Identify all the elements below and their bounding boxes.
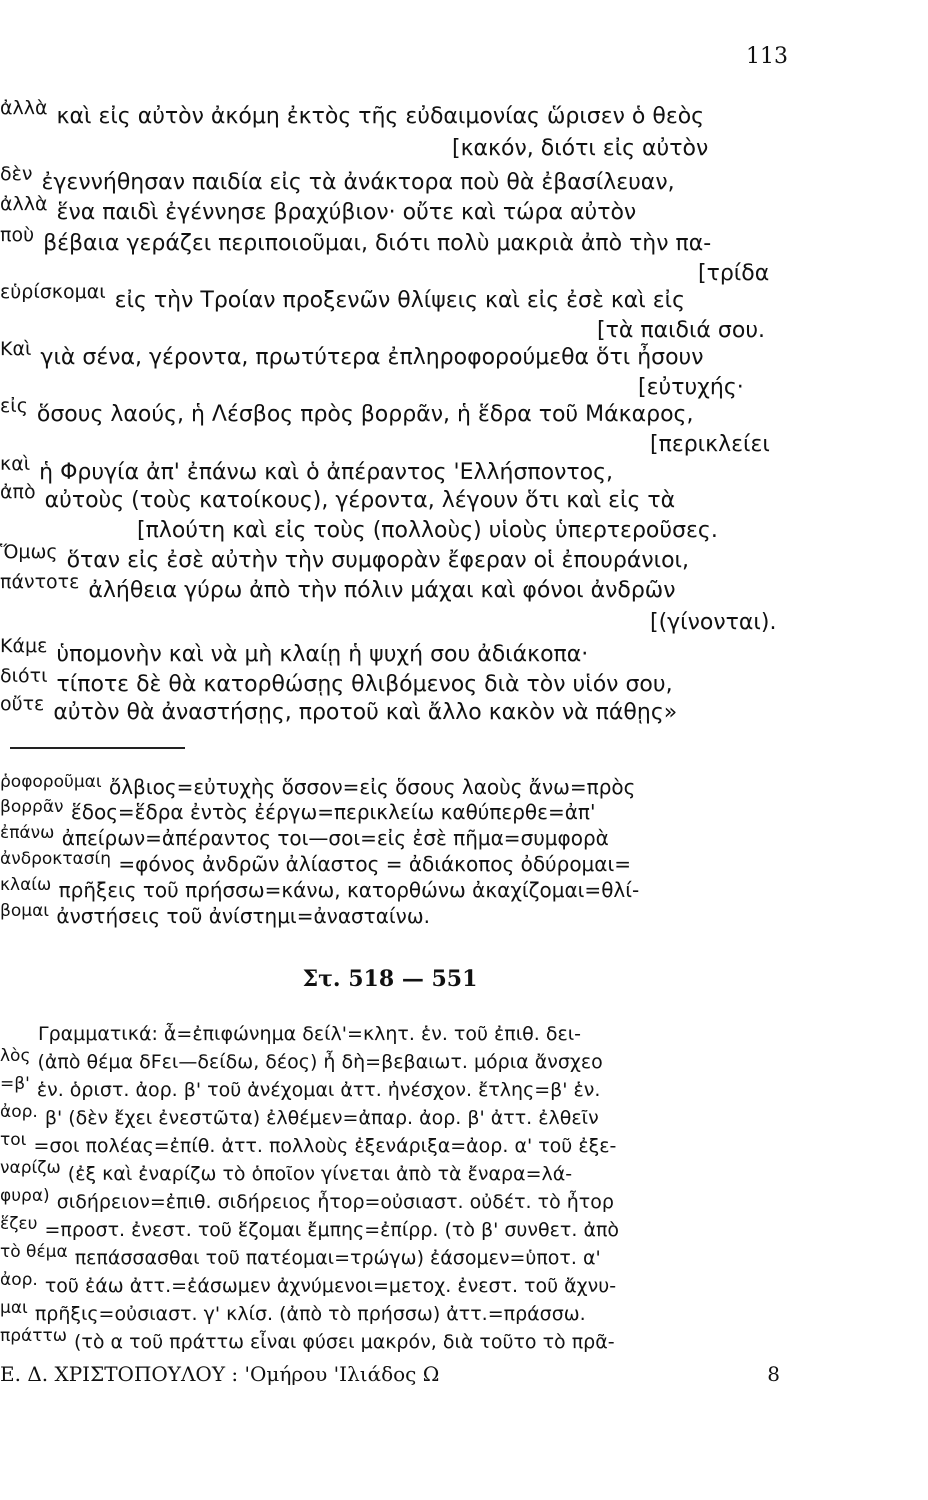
- poem-line-margin: πάντοτε: [0, 571, 80, 593]
- poem-line-margin: ἀλλὰ: [0, 97, 48, 119]
- poem-line-text: ὅταν εἰς ἐσὲ αὐτὴν τὴν συμφορὰν ἔφεραν οἱ ἐπουράνιοι,: [66, 548, 689, 573]
- poem-line-continuation: [(γίνονται).: [650, 610, 777, 635]
- poem-line-margin: Ὅμως: [0, 541, 58, 563]
- poem-line-text: ἐγεννήθησαν παιδία εἰς τὰ ἀνάκτορα ποὺ θὰ ἐβασίλευαν,: [41, 170, 675, 195]
- poem-line: [0, 395, 694, 428]
- grammar-line-text: (ἀπὸ θέμα δFει—δείδω, δέος) ἦ δὴ=βεβαιωτ. μόρια ἄνσχεο: [37, 1051, 603, 1073]
- glossary-line-margin: βορρᾶν: [0, 797, 64, 817]
- poem-line-text: ἕνα παιδὶ ἐγέννησε βραχύβιον· οὔτε καὶ τώρα αὐτὸν: [56, 200, 637, 225]
- grammar-line-text: σιδήρειον=ἐπιθ. σιδήρειος ἦτορ=οὐσιαστ. οὐδέτ. τὸ ἦτορ: [56, 1191, 614, 1213]
- glossary-line-margin: βομαι: [0, 901, 50, 921]
- grammar-line-margin: φυρα): [0, 1186, 50, 1206]
- grammar-line: [0, 1102, 599, 1131]
- grammar-line: [0, 1214, 620, 1243]
- glossary-line-text: ἀνστήσεις τοῦ ἀνίστημι=ἀνασταίνω.: [56, 904, 430, 928]
- grammar-line-text: (ἐξ καὶ ἐναρίζω τὸ ὁποῖον γίνεται ἀπὸ τὰ ἔναρα=λά-: [67, 1163, 573, 1185]
- poem-line: [0, 541, 689, 574]
- grammar-line-margin: λὸς: [0, 1046, 31, 1066]
- poem-line-continuation: [κακόν, διότι εἰς αὐτὸν: [452, 136, 709, 161]
- glossary-line-margin: ἐπάνω: [0, 823, 55, 843]
- grammar-line-text: Γραμματικά: ἆ=ἐπιφώνημα δείλ'=κλητ. ἑν. τοῦ ἐπιθ. δει-: [38, 1023, 582, 1045]
- poem-line: [0, 224, 712, 257]
- page-number: 113: [746, 44, 788, 69]
- poem-line: [0, 453, 614, 486]
- grammar-line-margin: πράττω: [0, 1326, 67, 1346]
- poem-line-margin: καὶ: [0, 453, 31, 475]
- glossary-line: [0, 901, 430, 930]
- grammar-line-text: τοῦ ἐάω ἀττ.=ἐάσωμεν ἀχνύμενοι=μετοχ. ἐνεστ. τοῦ ἄχνυ-: [44, 1275, 617, 1297]
- grammar-line: [38, 1022, 581, 1046]
- poem-line-margin: ποὺ: [0, 224, 35, 246]
- poem-line-margin: εἰς: [0, 395, 28, 417]
- poem-line-margin: διότι: [0, 665, 48, 687]
- footer-title: Ε. Δ. ΧΡΙΣΤΟΠΟΥΛΟΥ : 'Ομήρου 'Ιλιάδος Ω: [0, 1362, 440, 1386]
- poem-line-text: γιὰ σένα, γέροντα, πρωτύτερα ἐπληροφορούμεθα ὅτι ἦσουν: [40, 345, 704, 370]
- poem-line-continuation: [περικλείει: [650, 432, 770, 457]
- poem-line-text: ἀλήθεια γύρω ἀπὸ τὴν πόλιν μάχαι καὶ φόνοι ἀνδρῶν: [88, 578, 676, 603]
- poem-line-text: ὅσους λαούς, ἡ Λέσβος πρὸς βορρᾶν, ἡ ἕδρα τοῦ Μάκαρος,: [36, 402, 694, 427]
- poem-line: [0, 281, 685, 314]
- grammar-line: [0, 1130, 617, 1159]
- glossary-line: [0, 772, 636, 801]
- grammar-line-margin: τοι: [0, 1130, 27, 1150]
- poem-line: [0, 635, 589, 668]
- grammar-line-text: ἑν. ὁριστ. ἀορ. β' τοῦ ἀνέχομαι ἀττ. ἠνέσχον. ἔτλης=β' ἑν.: [36, 1079, 601, 1101]
- poem-line-text: αὐτὸν θὰ ἀναστήσῃς, προτοῦ καὶ ἄλλο κακὸν νὰ πάθῃς»: [53, 700, 678, 725]
- poem-line: [0, 571, 676, 604]
- grammar-line: [0, 1186, 614, 1215]
- grammar-line-text: πρῆξις=οὐσιαστ. γ' κλίσ. (ἀπὸ τὸ πρήσσω) ἀττ.=πράσσω.: [34, 1303, 586, 1325]
- poem-line-continuation: [πλούτη καὶ εἰς τοὺς (πολλοὺς) υἱοὺς ὑπερτεροῦσες.: [137, 518, 718, 543]
- grammar-line: [0, 1158, 573, 1187]
- grammar-line-text: πεπάσσασθαι τοῦ πατέομαι=τρώγω) ἐάσομεν=ὑποτ. α': [74, 1247, 601, 1269]
- poem-line: [0, 163, 675, 196]
- poem-line-text: αὐτοὺς (τοὺς κατοίκους), γέροντα, λέγουν ὅτι καὶ εἰς τὰ: [44, 488, 676, 513]
- poem-line-margin: ἀπὸ: [0, 481, 36, 503]
- grammar-line-margin: μαι: [0, 1298, 28, 1318]
- grammar-line-margin: ἀορ.: [0, 1102, 38, 1122]
- poem-line-continuation: [εὐτυχής·: [638, 375, 744, 400]
- grammar-line: [0, 1298, 586, 1327]
- poem-line-margin: δὲν: [0, 163, 33, 185]
- grammar-line-text: β' (δὲν ἔχει ἐνεστῶτα) ἐλθέμεν=ἀπαρ. ἀορ. β' ἀττ. ἐλθεῖν: [44, 1107, 599, 1129]
- grammar-line: [0, 1046, 603, 1075]
- grammar-line-text: =σοι πολέας=ἐπίθ. ἀττ. πολλοὺς ἐξενάριξα=ἀορ. α' τοῦ ἐξε-: [33, 1135, 617, 1157]
- poem-line: [0, 338, 704, 371]
- grammar-line-text: (τὸ α τοῦ πράττω εἶναι φύσει μακρόν, διὰ τοῦτο τὸ πρᾶ-: [73, 1331, 615, 1353]
- glossary-line-margin: κλαίω: [0, 875, 52, 895]
- poem-line-text: καὶ εἰς αὐτὸν ἀκόμη ἐκτὸς τῆς εὐδαιμονίας ὥρισεν ὁ θεὸς: [56, 104, 705, 129]
- glossary-line-text: πρῆξεις τοῦ πρήσσω=κάνω, κατορθώνω ἀκαχίζομαι=θλί-: [58, 878, 640, 902]
- grammar-line: [0, 1074, 601, 1103]
- poem-line-continuation: [τρίδα: [698, 261, 770, 286]
- section-heading: Στ. 518 — 551: [302, 966, 478, 992]
- grammar-line-margin: ἀορ.: [0, 1270, 38, 1290]
- grammar-line: [0, 1326, 615, 1355]
- poem-line-margin: Κάμε: [0, 635, 48, 657]
- glossary-line: [0, 797, 596, 826]
- glossary-line-margin: ἀνδροκτασίη: [0, 849, 112, 869]
- glossary-line-text: ἀπείρων=ἀπέραντος τοι—σοι=εἰς ἐσὲ πῆμα=συμφορὰ: [61, 826, 609, 850]
- glossary-line-text: =φόνος ἀνδρῶν ἀλίαστος = ἀδιάκοπος ὀδύρομαι=: [118, 852, 631, 876]
- poem-line: [0, 665, 673, 698]
- grammar-line: [0, 1270, 617, 1299]
- glossary-line: [0, 875, 640, 904]
- poem-line-margin: ἀλλὰ: [0, 193, 48, 215]
- poem-line: [0, 97, 705, 130]
- grammar-line: [0, 1242, 601, 1271]
- poem-line: [0, 193, 637, 226]
- poem-line-text: ἡ Φρυγία ἀπ' ἐπάνω καὶ ὁ ἀπέραντος 'Ελλήσποντος,: [39, 460, 614, 485]
- poem-line-text: εἰς τὴν Τροίαν προξενῶν θλίψεις καὶ εἰς ἐσὲ καὶ εἰς: [114, 288, 685, 313]
- page-footer: [0, 1362, 780, 1386]
- grammar-line-margin: =β': [0, 1074, 30, 1094]
- glossary-line: [0, 849, 631, 878]
- footer-signature-number: 8: [767, 1362, 780, 1386]
- poem-line-margin: εὑρίσκομαι: [0, 281, 106, 303]
- glossary-line-text: ἕδος=ἕδρα ἐντὸς ἐέργω=περικλείω καθύπερθε=ἀπ': [70, 800, 596, 824]
- poem-line-margin: οὔτε: [0, 693, 45, 715]
- grammar-line-margin: ἕζευ: [0, 1214, 38, 1234]
- poem-line-text: ὑπομονὴν καὶ νὰ μὴ κλαίῃ ἡ ψυχή σου ἀδιάκοπα·: [56, 642, 589, 667]
- grammar-line-text: =προστ. ἐνεστ. τοῦ ἕζομαι ἔμπης=ἐπίρρ. (τὸ β' συνθετ. ἀπὸ: [44, 1219, 620, 1241]
- grammar-line-margin: τὸ θέμα: [0, 1242, 68, 1262]
- glossary-line-text: ὄλβιος=εὐτυχὴς ὅσσον=εἰς ὅσους λαοὺς ἄνω=πρὸς: [108, 775, 636, 799]
- poem-line-continuation: [τὰ παιδιά σου.: [597, 318, 766, 343]
- poem-line-text: βέβαια γεράζει περιποιοῦμαι, διότι πολὺ μακριὰ ἀπὸ τὴν πα-: [43, 231, 712, 256]
- poem-line-margin: Καὶ: [0, 338, 32, 360]
- poem-line: [0, 693, 678, 726]
- glossary-line-margin: ῥοφοροῦμαι: [0, 772, 102, 792]
- footnote-rule: [10, 747, 185, 749]
- poem-line-text: τίποτε δὲ θὰ κατορθώσῃς θλιβόμενος διὰ τὸν υἱόν σου,: [56, 672, 673, 697]
- poem-line: [0, 481, 676, 514]
- grammar-line-margin: ναρίζω: [0, 1158, 61, 1178]
